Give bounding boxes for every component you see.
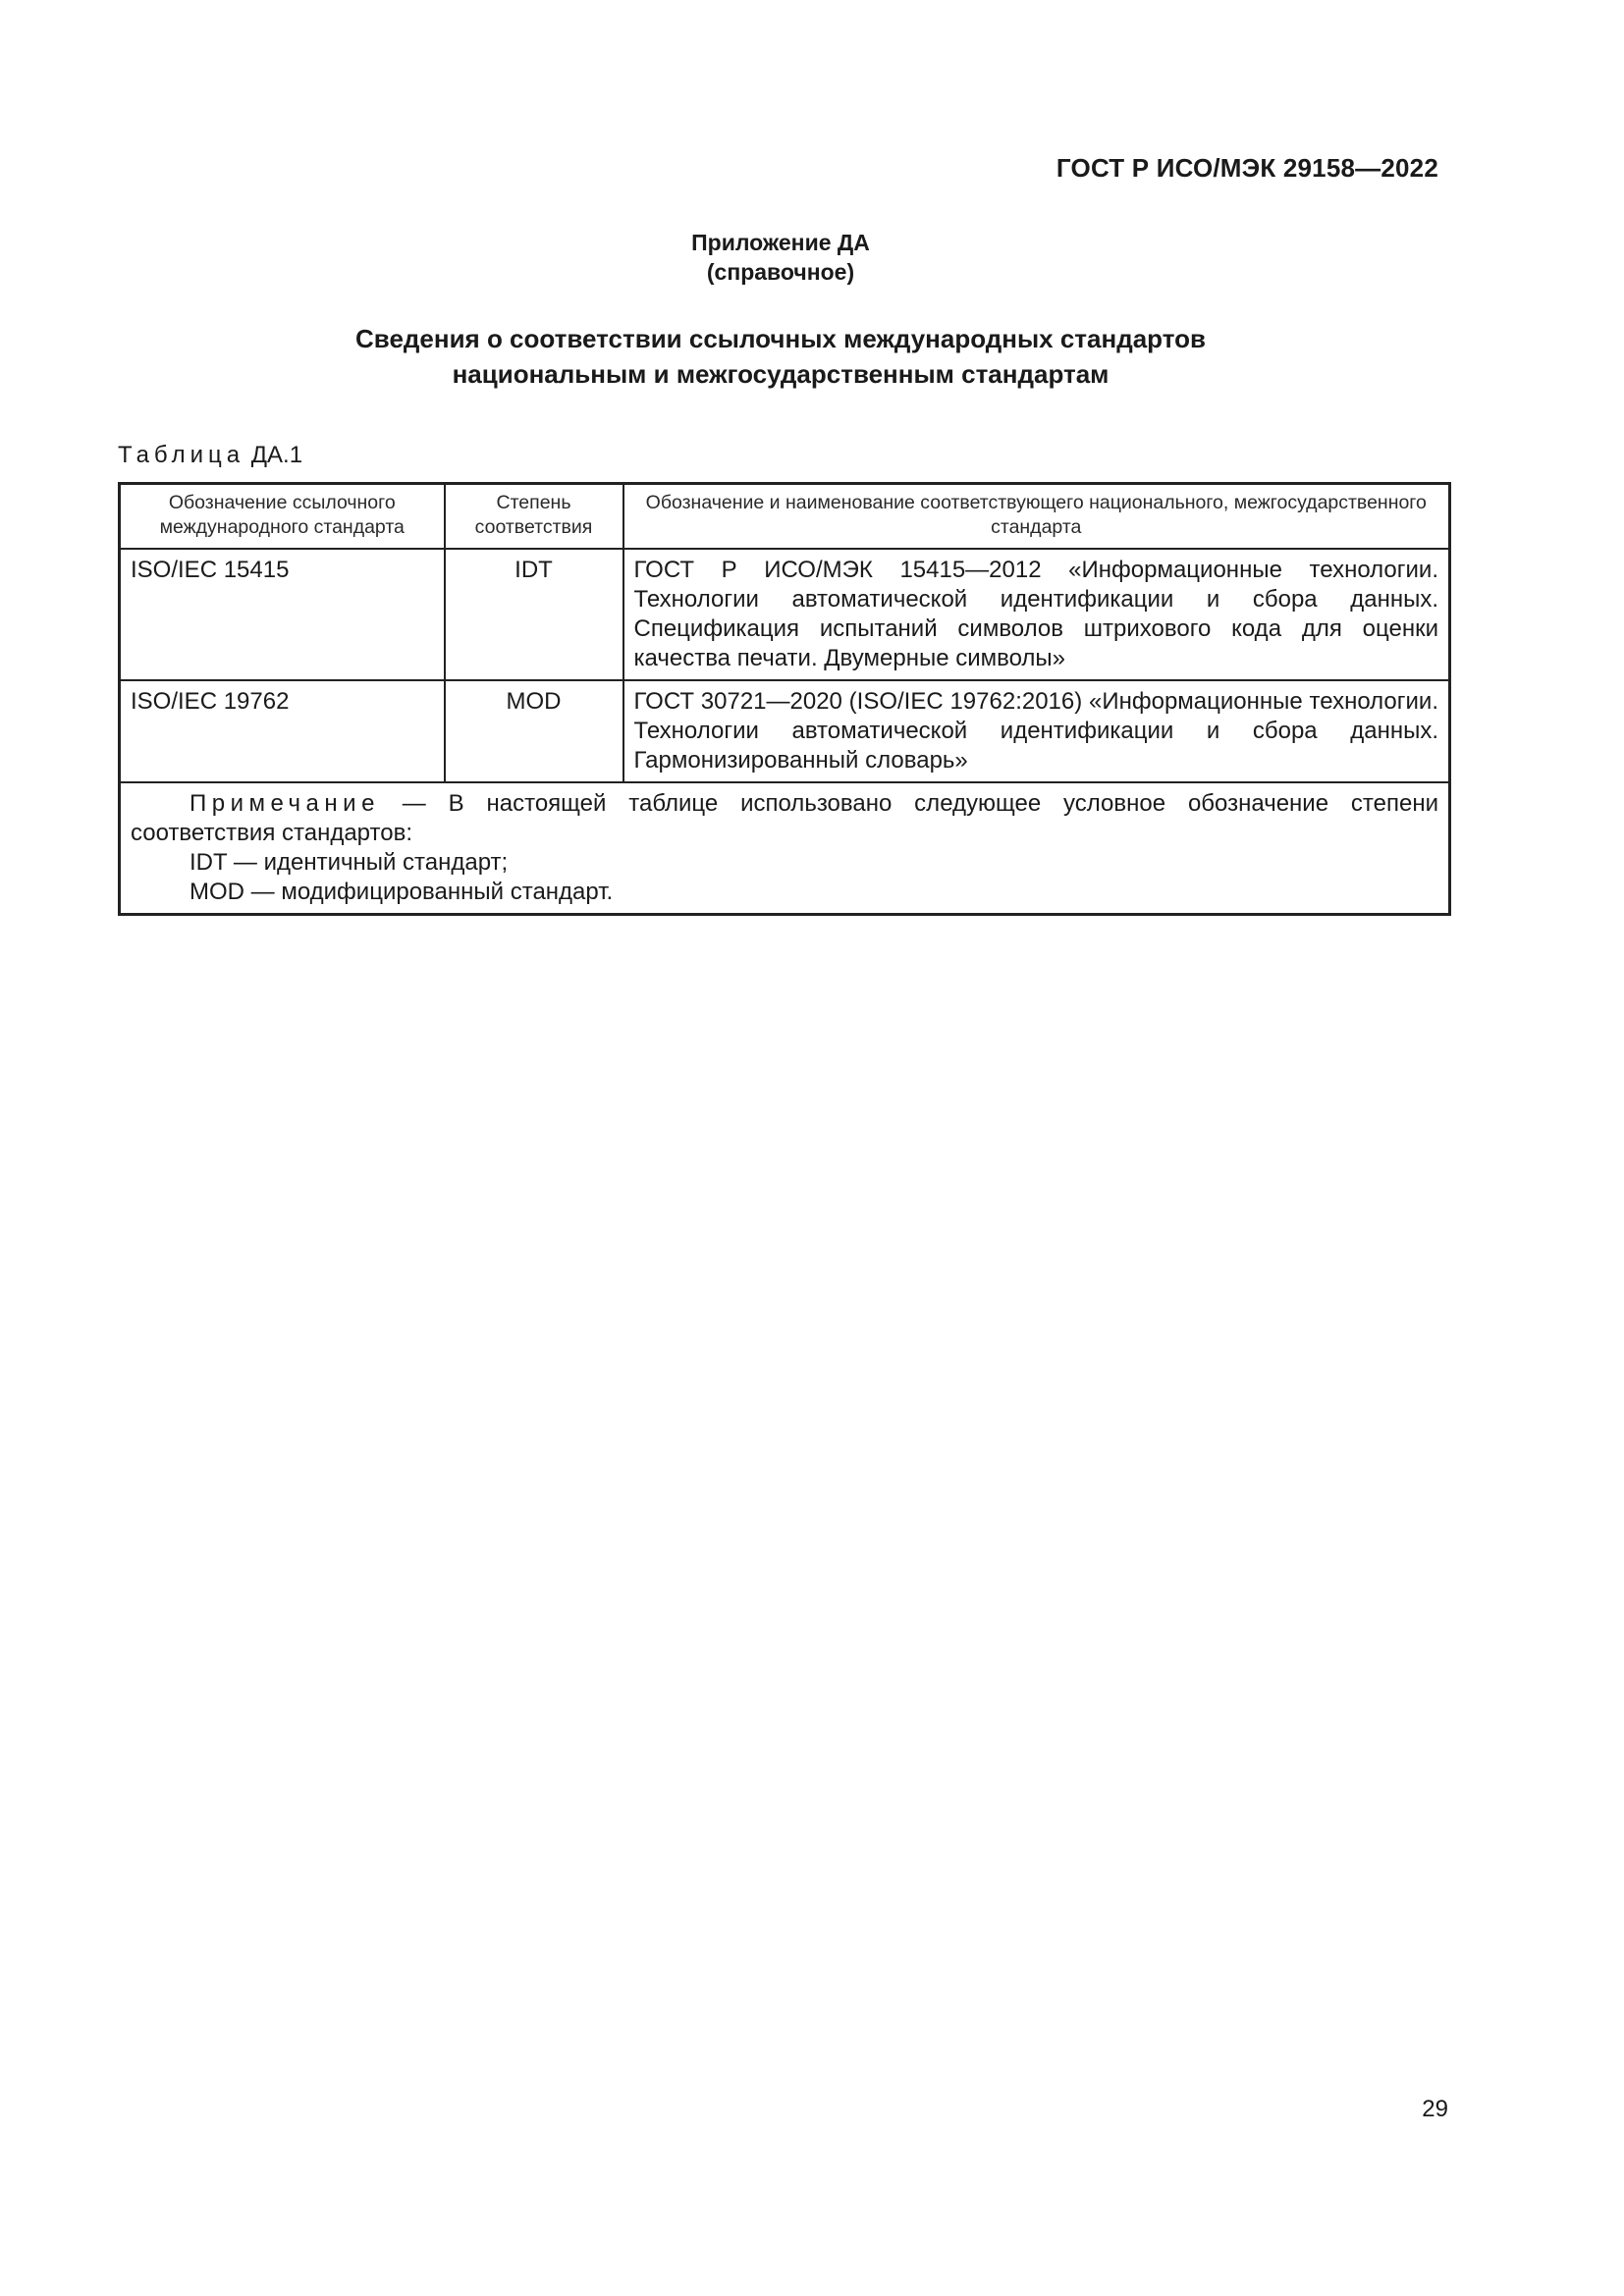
section-title-line1: Сведения о соответствии ссылочных международных стандартов (355, 324, 1206, 353)
header-degree: Степень соответствия (445, 484, 623, 550)
header-national-standard: Обозначение и наименование соответствующего национального, межгосударственного стандарта (623, 484, 1450, 550)
page-number: 29 (1422, 2096, 1448, 2122)
table-row (120, 680, 1450, 782)
appendix-subtitle: (справочное) (706, 259, 855, 285)
section-title-line2: национальным и межгосударственным стандартам (452, 359, 1110, 389)
appendix-heading (0, 228, 1561, 287)
note-label: Примечание (189, 790, 380, 817)
correspondence-table (118, 482, 1451, 916)
cell-national: ГОСТ Р ИСО/МЭК 15415—2012 «Информационные технологии. Технологии автоматической идентификации и сбора данных. Спецификация испытаний символов штрихового кода для оценки качества печати. Двумерные символы» (623, 549, 1450, 680)
section-title (0, 321, 1561, 392)
document-code: ГОСТ Р ИСО/МЭК 29158—2022 (1056, 153, 1438, 183)
cell-reference: ISO/IEC 19762 (120, 680, 445, 782)
table-caption (118, 442, 302, 469)
appendix-title: Приложение ДА (691, 230, 870, 255)
table-caption-number: ДА.1 (250, 442, 303, 468)
table-header-row (120, 484, 1450, 550)
note-item-idt: IDT — идентичный стандарт; (189, 849, 509, 876)
cell-degree: MOD (445, 680, 623, 782)
header-reference-standard: Обозначение ссылочного международного стандарта (120, 484, 445, 550)
table-note (120, 782, 1450, 915)
table-row (120, 549, 1450, 680)
note-body: — В настоящей таблице использовано следующее условное обозначение степени соответствия стандартов: (131, 790, 1438, 846)
note-text (131, 789, 1438, 848)
table-note-row (120, 782, 1450, 915)
cell-national: ГОСТ 30721—2020 (ISO/IEC 19762:2016) «Информационные технологии. Технологии автоматической идентификации и сбора данных. Гармонизированный словарь» (623, 680, 1450, 782)
cell-reference: ISO/IEC 15415 (120, 549, 445, 680)
cell-degree: IDT (445, 549, 623, 680)
table-caption-label: Таблица (118, 442, 245, 468)
note-item-mod: MOD — модифицированный стандарт. (189, 879, 614, 905)
